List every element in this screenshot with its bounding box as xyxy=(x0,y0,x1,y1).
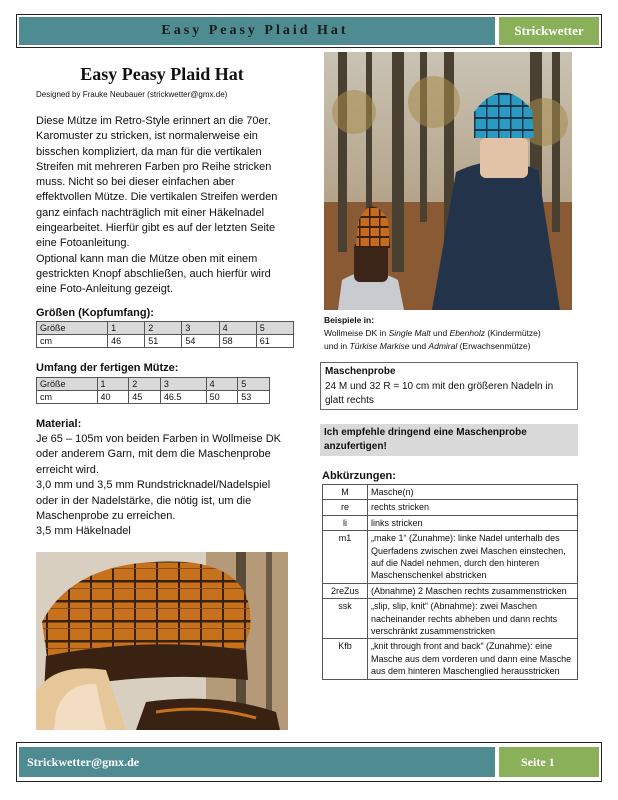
abbr-key: m1 xyxy=(323,531,368,584)
caption-text: und xyxy=(430,328,450,338)
table-row xyxy=(323,639,578,679)
abbr-value: „knit through front and back“ (Zunahme): eine Masche aus dem vorderen und dann eine Masche aus dem hinteren Maschenglied herausstricken xyxy=(368,639,578,679)
material-line: Je 65 – 105m von beiden Farben in Wollmeise DK oder anderem Garn, mit dem die Maschenprobe erreicht wird. xyxy=(36,433,281,476)
photo-caption xyxy=(324,314,604,353)
material-line: 3,0 mm und 3,5 mm Rundstricknadel/Nadelspiel oder in der Nadelstärke, die nötig ist, um die Maschenprobe zu erreichen. xyxy=(36,479,271,523)
intro-paragraph: Diese Mütze im Retro-Style erinnert an die 70er. Karomuster zu stricken, ist normalerweise ein bisschen kompliziert, da man für die vertikalen Streifen mit mehreren Farben pro Reihe stricken muss. Nicht so bei dieser einfachen aber effektvollen Mütze. Die vertikalen Streifen werden ganz einfach nachträglich mit einer Häkelnadel eingearbeitet. Hierfür gibt es auf der letzten Seite eine Fotoanleitung. xyxy=(36,115,278,250)
page-header xyxy=(16,14,602,48)
document-title: Easy Peasy Plaid Hat xyxy=(80,64,244,84)
table-cell: 3 xyxy=(160,378,206,391)
abbr-value: links stricken xyxy=(368,515,578,530)
table-cell: 50 xyxy=(206,391,238,404)
abbr-value: „slip, slip, knit“ (Abnahme): zwei Maschen nacheinander rechts abheben und dann rechts verschränkt zusammenstricken xyxy=(368,599,578,639)
table-cell: cm xyxy=(37,335,108,348)
hat-photo xyxy=(36,552,288,730)
table-cell: 53 xyxy=(238,391,270,404)
table-cell: 46 xyxy=(108,335,145,348)
page-footer xyxy=(16,742,602,782)
abbreviations-table xyxy=(322,484,578,680)
caption-line-1 xyxy=(324,327,604,340)
caption-text: (Kindermütze) xyxy=(484,328,541,338)
table-cell: 46.5 xyxy=(160,391,206,404)
abbr-key: Kfb xyxy=(323,639,368,679)
recommendation-note: Ich empfehle dringend eine Maschenprobe anzufertigen! xyxy=(320,424,578,456)
abbr-value: (Abnahme) 2 Maschen rechts zusammenstricken xyxy=(368,583,578,598)
caption-label: Beispiele in: xyxy=(324,315,375,325)
header-brand: Strickwetter xyxy=(499,17,599,45)
gauge-box xyxy=(320,362,578,410)
table-cell: Größe xyxy=(37,322,108,335)
finished-size-table xyxy=(36,377,270,404)
table-cell: 58 xyxy=(219,335,256,348)
abbreviations-heading: Abkürzungen: xyxy=(322,470,396,482)
caption-text: (Erwachsenmütze) xyxy=(457,341,531,351)
table-row xyxy=(323,500,578,515)
table-cell: 5 xyxy=(238,378,270,391)
finished-size-heading: Umfang der fertigen Mütze: xyxy=(36,362,179,374)
table-row xyxy=(323,515,578,530)
table-cell: 4 xyxy=(219,322,256,335)
page-number: Seite 1 xyxy=(499,747,599,777)
caption-text: Wollmeise DK in xyxy=(324,328,389,338)
table-row xyxy=(323,531,578,584)
table-cell: 2 xyxy=(145,322,182,335)
footer-email: Strickwetter@gmx.de xyxy=(27,755,140,769)
material-text xyxy=(36,432,292,540)
table-row xyxy=(323,599,578,639)
material-line: 3,5 mm Häkelnadel xyxy=(36,525,131,538)
abbr-key: M xyxy=(323,485,368,500)
gauge-text: 24 M und 32 R = 10 cm mit den größeren Nadeln in glatt rechts xyxy=(325,380,554,406)
table-cell: 54 xyxy=(182,335,219,348)
table-cell: 40 xyxy=(97,391,129,404)
byline: Designed by Frauke Neubauer (strickwetter@gmx.de) xyxy=(36,90,228,99)
table-cell: 61 xyxy=(256,335,293,348)
abbr-value: „make 1“ (Zunahme): linke Nadel unterhalb des Querfadens zwischen zwei Maschen einstechen, auf die Nadel nehmen, durch den hinteren Maschenschenkel abstricken xyxy=(368,531,578,584)
abbr-value: Masche(n) xyxy=(368,485,578,500)
table-cell: 3 xyxy=(182,322,219,335)
table-cell: 4 xyxy=(206,378,238,391)
table-cell: Größe xyxy=(37,378,98,391)
intro-paragraph: Optional kann man die Mütze oben mit einem gestrickten Knopf abschließen, auch hierfür wird eine Foto-Anleitung gezeigt. xyxy=(36,252,271,296)
caption-text: und xyxy=(409,341,429,351)
intro-text xyxy=(36,114,292,298)
park-photo-illustration xyxy=(324,52,572,310)
abbr-key: li xyxy=(323,515,368,530)
abbr-value: rechts stricken xyxy=(368,500,578,515)
abbr-key: 2reZus xyxy=(323,583,368,598)
abbr-key: ssk xyxy=(323,599,368,639)
table-cell: 51 xyxy=(145,335,182,348)
table-cell: 45 xyxy=(129,391,161,404)
caption-line-2 xyxy=(324,340,604,353)
yarn-name: Single Malt xyxy=(388,328,431,338)
yarn-name: Türkise Markise xyxy=(349,341,410,351)
gauge-title: Maschenprobe xyxy=(325,366,396,377)
caption-text: und in xyxy=(324,341,350,351)
material-heading: Material: xyxy=(36,418,82,430)
table-cell: 1 xyxy=(108,322,145,335)
park-photo xyxy=(324,52,572,310)
header-title: Easy Peasy Plaid Hat xyxy=(161,23,349,38)
table-cell: 5 xyxy=(256,322,293,335)
table-cell: 2 xyxy=(129,378,161,391)
yarn-name: Ebenholz xyxy=(449,328,485,338)
yarn-name: Admiral xyxy=(428,341,458,351)
hat-photo-illustration xyxy=(36,552,288,730)
table-cell: cm xyxy=(37,391,98,404)
sizes-heading: Größen (Kopfumfang): xyxy=(36,307,154,319)
table-row xyxy=(323,583,578,598)
abbr-key: re xyxy=(323,500,368,515)
table-row xyxy=(323,485,578,500)
table-cell: 1 xyxy=(97,378,129,391)
sizes-table xyxy=(36,321,294,348)
